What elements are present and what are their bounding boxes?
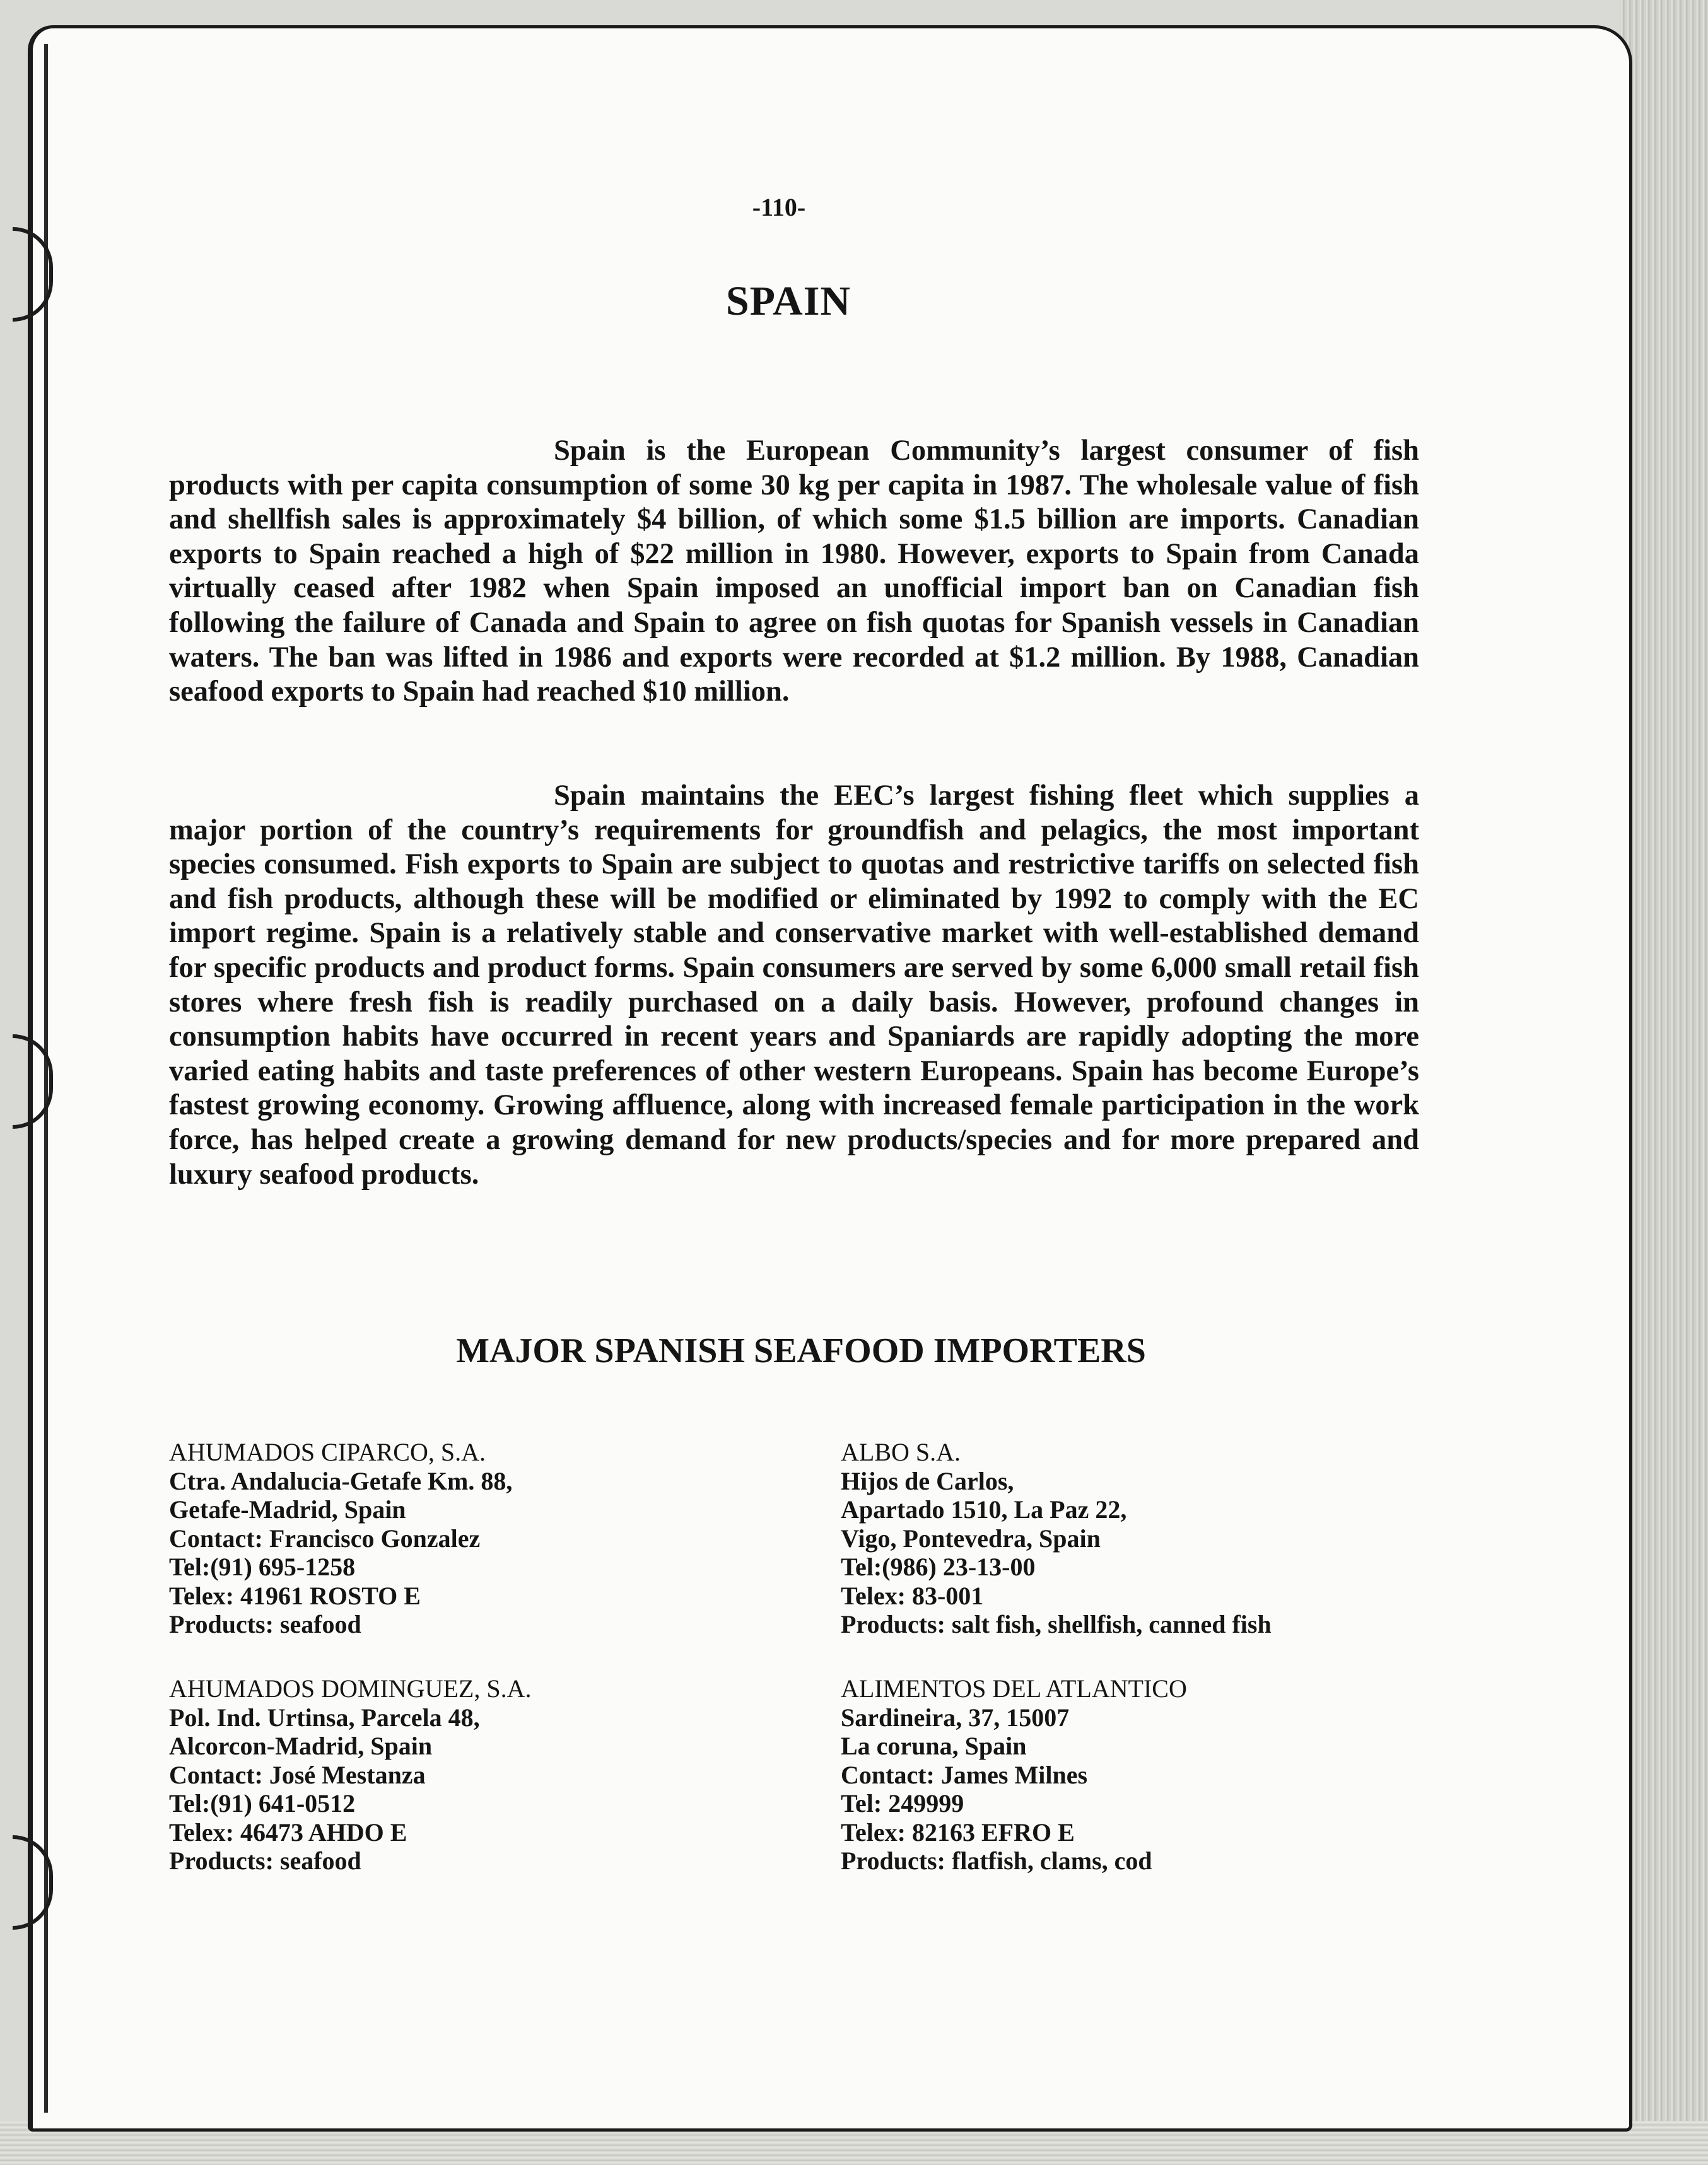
importer-entry <box>169 1674 531 1876</box>
importer-name: ALIMENTOS DEL ATLANTICO <box>841 1674 1187 1703</box>
page-title: SPAIN <box>725 278 851 324</box>
importer-name: ALBO S.A. <box>841 1438 961 1466</box>
importer-entry <box>841 1674 1187 1876</box>
importer-products: Products: seafood <box>169 1847 361 1875</box>
importer-products: Products: salt fish, shellfish, canned fish <box>841 1610 1272 1638</box>
importer-products: Products: seafood <box>169 1610 361 1638</box>
paragraph-text: Spain maintains the EEC’s largest fishing fleet which supplies a major portion of the country’s requirements for groundfish and pelagics, the most important species consumed. Fish exports to Spain are subject to quotas and restrictive tariffs on selected fish and fish products, although these will be modified or eliminated by 1992 to comply with the EC import regime. Spain is a relatively stable and conservative market with well-established demand for specific products and product forms. Spain consumers are served by some 6,000 small retail fish stores where fresh fish is readily purchased on a daily basis. However, profound changes in consumption habits have occurred in recent years and Spaniards are rapidly adopting the more varied eating habits and taste preferences of other western Europeans. Spain has become Europe’s fastest growing economy. Growing affluence, along with increased female participation in the work force, has helped create a growing demand for new products/species and for more prepared and luxury seafood products. <box>169 779 1419 1191</box>
section-heading: MAJOR SPANISH SEAFOOD IMPORTERS <box>456 1331 1146 1370</box>
page-number: -110- <box>752 193 806 221</box>
importer-address-line: Sardineira, 37, 15007 <box>841 1703 1070 1732</box>
importer-tel: Tel: 249999 <box>841 1789 964 1818</box>
importer-address-line: Alcorcon-Madrid, Spain <box>169 1732 433 1760</box>
importer-contact: Contact: Francisco Gonzalez <box>169 1524 481 1553</box>
importer-address-line: La coruna, Spain <box>841 1732 1027 1760</box>
paragraph-text: Spain is the European Community’s largest consumer of fish products with per capita consumption of some 30 kg per capita in 1987. The wholesale value of fish and shellfish sales is approximately $4 billion, of which some $1.5 billion are imports. Canadian exports to Spain reached a high of $22 million in 1980. However, exports to Spain from Canada virtually ceased after 1982 when Spain imposed an unofficial import ban on Canadian fish following the failure of Canada and Spain to agree on fish quotas for Spanish vessels in Canadian waters. The ban was lifted in 1986 and exports were recorded at $1.2 million. By 1988, Canadian seafood exports to Spain had reached $10 million. <box>169 435 1419 708</box>
importer-telex: Telex: 46473 AHDO E <box>169 1818 407 1847</box>
body-paragraph <box>169 779 1419 1192</box>
importer-tel: Tel:(986) 23-13-00 <box>841 1553 1036 1581</box>
importer-telex: Telex: 41961 ROSTO E <box>169 1581 421 1610</box>
importer-name: AHUMADOS DOMINGUEZ, S.A. <box>169 1674 532 1703</box>
importer-tel: Tel:(91) 641-0512 <box>169 1789 356 1818</box>
importer-address-line: Apartado 1510, La Paz 22, <box>841 1495 1127 1524</box>
importer-address-line: Vigo, Pontevedra, Spain <box>841 1524 1101 1553</box>
importer-address-line: Hijos de Carlos, <box>841 1466 1014 1495</box>
importer-address-line: Pol. Ind. Urtinsa, Parcela 48, <box>169 1703 480 1732</box>
importer-products: Products: flatfish, clams, cod <box>841 1847 1152 1875</box>
importer-entry <box>169 1438 512 1639</box>
importer-address-line: Ctra. Andalucia-Getafe Km. 88, <box>169 1466 513 1495</box>
importer-name: AHUMADOS CIPARCO, S.A. <box>169 1438 486 1466</box>
body-paragraph <box>169 434 1419 709</box>
importer-tel: Tel:(91) 695-1258 <box>169 1553 356 1581</box>
importer-address-line: Getafe-Madrid, Spain <box>169 1495 406 1524</box>
importer-entry <box>841 1438 1272 1639</box>
importer-telex: Telex: 82163 EFRO E <box>841 1818 1075 1847</box>
importer-contact: Contact: James Milnes <box>841 1760 1088 1789</box>
importer-contact: Contact: José Mestanza <box>169 1760 426 1789</box>
importer-telex: Telex: 83-001 <box>841 1581 984 1610</box>
scan-edge-right <box>1620 0 1708 2165</box>
